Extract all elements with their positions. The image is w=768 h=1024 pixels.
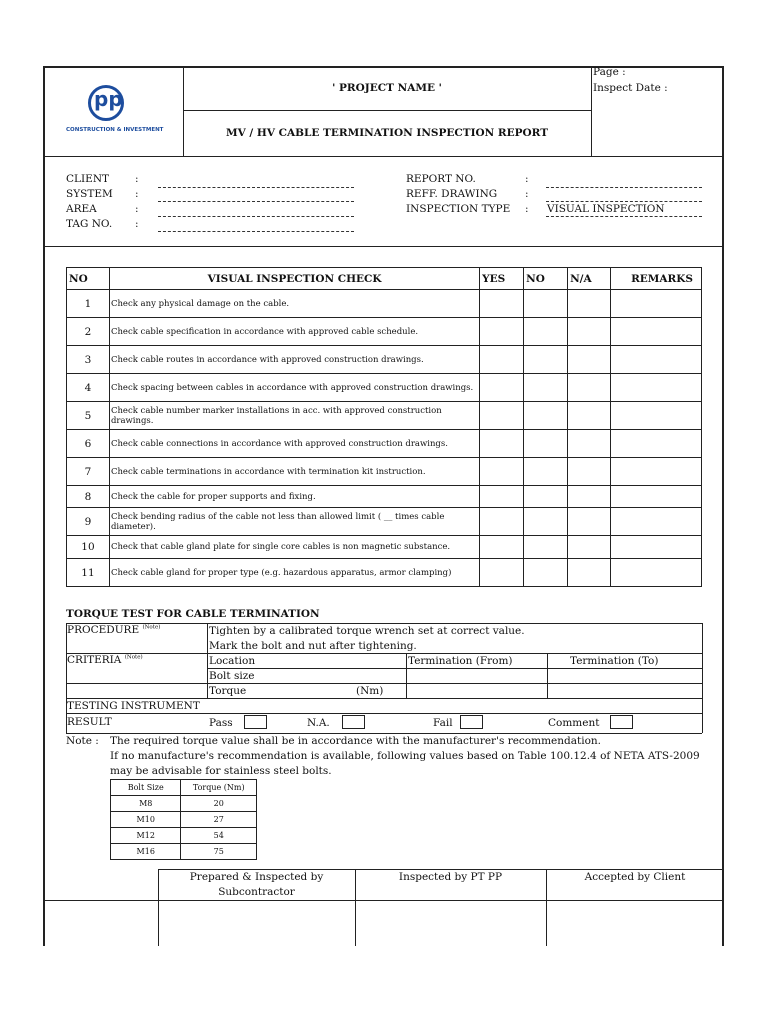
- remarks-cell[interactable]: [611, 458, 702, 486]
- area-label: AREA: [66, 203, 97, 215]
- table-row: [111, 828, 257, 844]
- table-row: [111, 844, 257, 860]
- logo-text: pp: [94, 87, 123, 111]
- area-field[interactable]: [158, 216, 354, 217]
- na-cell[interactable]: [568, 486, 611, 508]
- grid-line: [66, 623, 702, 624]
- no-cell[interactable]: [524, 508, 568, 536]
- prepared-by-label: Prepared & Inspected by: [189, 871, 324, 883]
- row-text: Check any physical damage on the cable.: [109, 290, 479, 318]
- remarks-cell[interactable]: [611, 374, 702, 402]
- yes-cell[interactable]: [480, 290, 524, 318]
- pt-pp-signature-area[interactable]: [356, 901, 545, 945]
- remarks-cell[interactable]: [611, 536, 702, 559]
- procedure-label-text: PROCEDURE: [67, 624, 140, 636]
- nm-unit-label: (Nm): [356, 685, 384, 697]
- remarks-cell[interactable]: [611, 402, 702, 430]
- inspection-type-field[interactable]: [546, 216, 702, 217]
- row-number: 1: [67, 290, 110, 318]
- row-number: 9: [67, 508, 110, 536]
- row-text: Check the cable for proper supports and fixing.: [109, 486, 479, 508]
- yes-cell[interactable]: [480, 559, 524, 587]
- subcontractor-label: Subcontractor: [218, 886, 295, 898]
- remarks-cell[interactable]: [611, 430, 702, 458]
- yes-cell[interactable]: [480, 508, 524, 536]
- torque-cell: 75: [181, 844, 257, 860]
- table-row: [67, 374, 702, 402]
- torque-section-title: TORQUE TEST FOR CABLE TERMINATION: [66, 608, 320, 620]
- system-label: SYSTEM: [66, 188, 113, 200]
- row-number: 4: [67, 374, 110, 402]
- colon: :: [525, 188, 529, 200]
- bolt-size-cell: M10: [111, 812, 181, 828]
- no-cell[interactable]: [524, 402, 568, 430]
- criteria-label: [67, 654, 143, 666]
- note-line-3: may be advisable for stainless steel bolts.: [110, 765, 332, 777]
- report-title: MV / HV CABLE TERMINATION INSPECTION REPORT: [225, 127, 549, 139]
- na-cell[interactable]: [568, 374, 611, 402]
- row-number: 3: [67, 346, 110, 374]
- grid-line: [66, 653, 702, 654]
- table-row: [67, 290, 702, 318]
- procedure-line-1: Tighten by a calibrated torque wrench set at correct value.: [209, 625, 525, 637]
- row-text: Check bending radius of the cable not less than allowed limit ( __ times cable diameter).: [109, 508, 479, 536]
- no-cell[interactable]: [524, 318, 568, 346]
- client-signature-area[interactable]: [547, 901, 723, 945]
- fail-label: Fail: [433, 717, 453, 729]
- header-bottom-line: [43, 156, 724, 157]
- header-divider-meta: [591, 66, 592, 156]
- na-label: N.A.: [307, 717, 330, 729]
- no-cell[interactable]: [524, 458, 568, 486]
- yes-cell[interactable]: [480, 374, 524, 402]
- inspected-by-label: Inspected by PT PP: [398, 871, 503, 883]
- row-text: Check cable gland for proper type (e.g. hazardous apparatus, armor clamping): [109, 559, 479, 587]
- no-cell[interactable]: [524, 430, 568, 458]
- info-bottom-line: [43, 246, 724, 247]
- subcontractor-signature-area[interactable]: [159, 901, 354, 945]
- remarks-cell[interactable]: [611, 508, 702, 536]
- remarks-cell[interactable]: [611, 486, 702, 508]
- na-cell[interactable]: [568, 430, 611, 458]
- row-text: Check cable routes in accordance with approved construction drawings.: [109, 346, 479, 374]
- header-divider-logo: [183, 66, 184, 156]
- na-cell[interactable]: [568, 536, 611, 559]
- criteria-label-text: CRITERIA: [67, 654, 122, 666]
- remarks-cell[interactable]: [611, 559, 702, 587]
- yes-cell[interactable]: [480, 402, 524, 430]
- table-row: [67, 430, 702, 458]
- row-number: 10: [67, 536, 110, 559]
- comment-checkbox[interactable]: [610, 715, 633, 729]
- procedure-line-2: Mark the bolt and nut after tightening.: [209, 640, 417, 652]
- grid-line: [66, 733, 702, 734]
- row-number: 7: [67, 458, 110, 486]
- torque-label: Torque: [209, 685, 247, 697]
- termination-from-label: Termination (From): [408, 655, 513, 667]
- remarks-cell[interactable]: [611, 290, 702, 318]
- client-label: CLIENT: [66, 173, 110, 185]
- grid-line: [406, 653, 407, 698]
- termination-to-label: Termination (To): [570, 655, 659, 667]
- colon: :: [525, 203, 529, 215]
- na-cell[interactable]: [568, 508, 611, 536]
- grid-line: [158, 869, 724, 870]
- bolt-size-label: Bolt size: [209, 670, 255, 682]
- bolt-size-cell: M8: [111, 796, 181, 812]
- grid-line: [207, 668, 702, 669]
- colon: :: [135, 203, 139, 215]
- row-text: Check cable specification in accordance with approved cable schedule.: [109, 318, 479, 346]
- table-row: [67, 318, 702, 346]
- na-cell[interactable]: [568, 318, 611, 346]
- note-line-1: The required torque value shall be in accordance with the manufacturer's recommendation.: [110, 735, 601, 747]
- col-header-na: N/A: [568, 268, 611, 290]
- page-label: Page :: [593, 66, 626, 78]
- bolt-size-cell: M16: [111, 844, 181, 860]
- grid-line: [702, 623, 703, 733]
- col-header-check: VISUAL INSPECTION CHECK: [109, 268, 479, 290]
- yes-cell[interactable]: [480, 458, 524, 486]
- header-divider-title: [183, 110, 591, 111]
- torque-cell: 27: [181, 812, 257, 828]
- bolt-table-header: [111, 780, 257, 796]
- colon: :: [135, 173, 139, 185]
- row-text: Check spacing between cables in accordance with approved construction drawings.: [109, 374, 479, 402]
- table-row: [67, 346, 702, 374]
- inspection-type-value: VISUAL INSPECTION: [547, 203, 665, 215]
- table-row: [67, 402, 702, 430]
- reff-drawing-label: REFF. DRAWING: [406, 188, 498, 200]
- note-marker: (Note): [124, 654, 143, 661]
- row-number: 2: [67, 318, 110, 346]
- na-cell[interactable]: [568, 559, 611, 587]
- grid-line: [207, 623, 208, 698]
- row-text: Check cable connections in accordance with approved construction drawings.: [109, 430, 479, 458]
- col-header-remarks: REMARKS: [611, 268, 702, 290]
- table-row: [67, 458, 702, 486]
- note-marker: (Note): [142, 624, 161, 631]
- na-cell[interactable]: [568, 402, 611, 430]
- note-line-2: If no manufacture's recommendation is available, following values based on Table 100.12.4 of NETA ATS-2009: [110, 750, 700, 762]
- note-label: Note :: [66, 735, 99, 747]
- grid-line: [66, 713, 702, 714]
- row-text: Check cable number marker installations in acc. with approved construction drawings.: [109, 402, 479, 430]
- na-checkbox[interactable]: [342, 715, 365, 729]
- torque-cell: 54: [181, 828, 257, 844]
- bolt-size-cell: M12: [111, 828, 181, 844]
- tag-field[interactable]: [158, 231, 354, 232]
- pass-checkbox[interactable]: [244, 715, 267, 729]
- system-field[interactable]: [158, 201, 354, 202]
- no-cell[interactable]: [524, 374, 568, 402]
- row-number: 5: [67, 402, 110, 430]
- yes-cell[interactable]: [480, 346, 524, 374]
- colon: :: [135, 188, 139, 200]
- torque-header: Torque (Nm): [181, 780, 257, 796]
- table-row: [67, 486, 702, 508]
- grid-line: [547, 653, 548, 698]
- row-number: 6: [67, 430, 110, 458]
- row-number: 11: [67, 559, 110, 587]
- report-no-label: REPORT NO.: [406, 173, 476, 185]
- accepted-by-label: Accepted by Client: [584, 871, 686, 883]
- no-cell[interactable]: [524, 346, 568, 374]
- table-row: [111, 812, 257, 828]
- col-header-no-answer: NO: [524, 268, 568, 290]
- inspection-checklist-table: [66, 267, 702, 587]
- reff-drawing-field[interactable]: [546, 201, 702, 202]
- yes-cell[interactable]: [480, 486, 524, 508]
- client-field[interactable]: [158, 187, 354, 188]
- report-no-field[interactable]: [546, 187, 702, 188]
- na-cell[interactable]: [568, 346, 611, 374]
- no-cell[interactable]: [524, 536, 568, 559]
- comment-label: Comment: [548, 717, 600, 729]
- col-header-yes: YES: [480, 268, 524, 290]
- pass-label: Pass: [209, 717, 233, 729]
- table-row: [67, 508, 702, 536]
- bolt-size-header: Bolt Size: [111, 780, 181, 796]
- no-cell[interactable]: [524, 559, 568, 587]
- grid-line: [66, 683, 702, 684]
- colon: :: [525, 173, 529, 185]
- procedure-label: [67, 624, 160, 636]
- row-number: 8: [67, 486, 110, 508]
- na-cell[interactable]: [568, 458, 611, 486]
- table-row: [67, 536, 702, 559]
- inspection-type-label: INSPECTION TYPE: [406, 203, 511, 215]
- inspect-date-label: Inspect Date :: [593, 82, 668, 94]
- grid-line: [66, 698, 702, 699]
- testing-instrument-label: TESTING INSTRUMENT: [67, 700, 200, 712]
- no-cell[interactable]: [524, 290, 568, 318]
- remarks-cell[interactable]: [611, 346, 702, 374]
- col-header-no: NO: [67, 268, 110, 290]
- yes-cell[interactable]: [480, 318, 524, 346]
- yes-cell[interactable]: [480, 430, 524, 458]
- torque-cell: 20: [181, 796, 257, 812]
- yes-cell[interactable]: [480, 536, 524, 559]
- fail-checkbox[interactable]: [460, 715, 483, 729]
- table-row: [111, 796, 257, 812]
- colon: :: [135, 218, 139, 230]
- table-header-row: [67, 268, 702, 290]
- location-label: Location: [209, 655, 256, 667]
- row-text: Check that cable gland plate for single core cables is non magnetic substance.: [109, 536, 479, 559]
- bolt-torque-table: [110, 779, 257, 860]
- na-cell[interactable]: [568, 290, 611, 318]
- logo-caption: CONSTRUCTION & INVESTMENT: [66, 127, 164, 133]
- tag-label: TAG NO.: [66, 218, 113, 230]
- remarks-cell[interactable]: [611, 318, 702, 346]
- row-text: Check cable terminations in accordance with termination kit instruction.: [109, 458, 479, 486]
- table-row: [67, 559, 702, 587]
- project-name: ' PROJECT NAME ': [332, 82, 442, 94]
- result-label: RESULT: [67, 716, 112, 728]
- no-cell[interactable]: [524, 486, 568, 508]
